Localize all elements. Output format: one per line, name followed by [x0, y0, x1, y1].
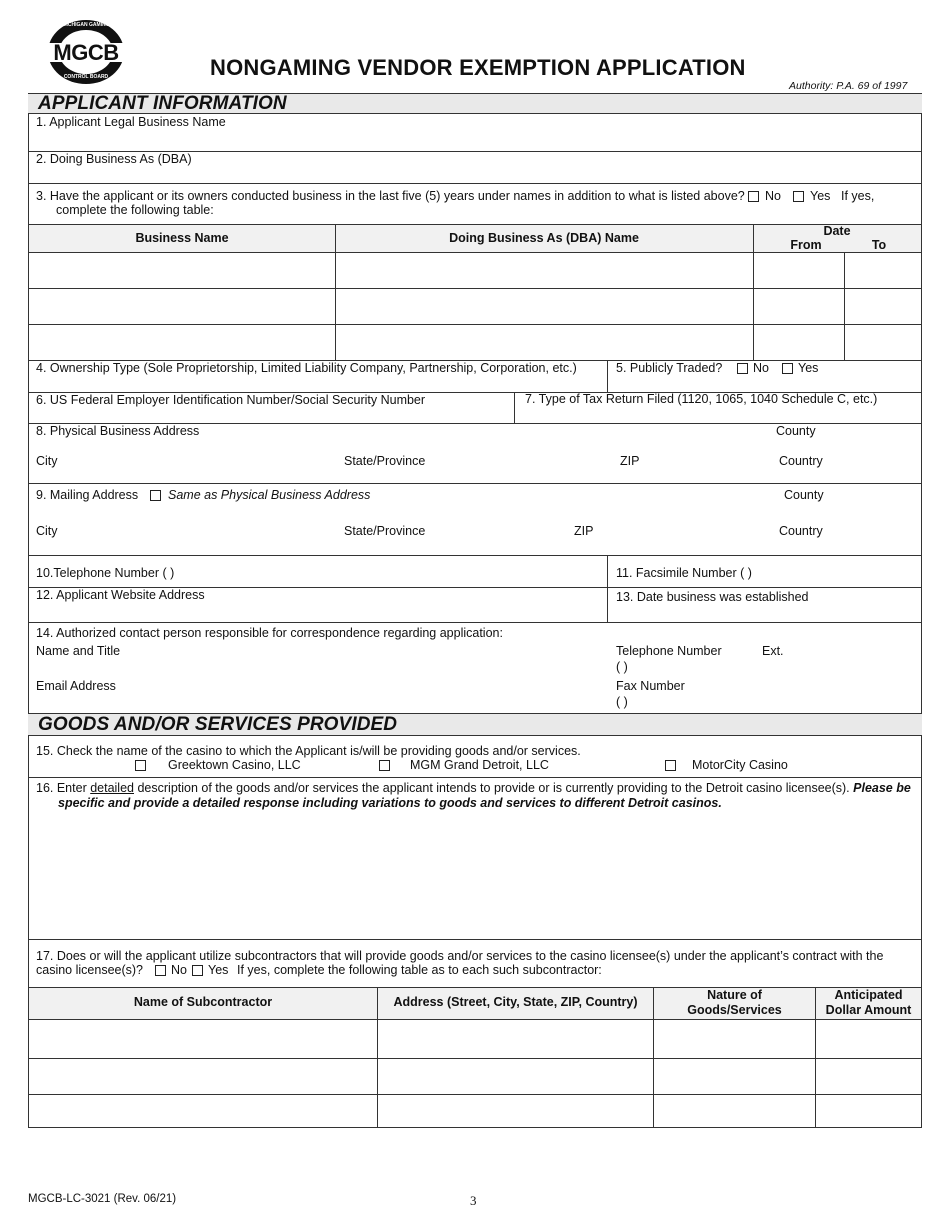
q3-no-label: No — [765, 189, 781, 203]
q5-no-label: No — [753, 361, 769, 375]
legal-business-name-field[interactable] — [29, 130, 921, 151]
motorcity-checkbox[interactable] — [665, 760, 676, 771]
q9-same-label: Same as Physical Business Address — [168, 488, 371, 502]
q7-label: 7. Type of Tax Return Filed (1120, 1065, 1040 Schedule C, etc.) — [525, 392, 878, 406]
table-row[interactable] — [29, 289, 921, 324]
mgm-label: MGM Grand Detroit, LLC — [410, 758, 549, 772]
q14-label: 14. Authorized contact person responsible for correspondence regarding application: — [36, 626, 503, 640]
q5-yes-checkbox[interactable] — [782, 363, 793, 374]
motorcity-label: MotorCity Casino — [692, 758, 788, 772]
contact-ext-label: Ext. — [762, 644, 784, 658]
page-title: NONGAMING VENDOR EXEMPTION APPLICATION — [210, 55, 746, 80]
col-business-name: Business Name — [135, 231, 229, 245]
q4-label: 4. Ownership Type (Sole Proprietorship, Limited Liability Company, Partnership, Corporation, etc.) — [36, 361, 577, 375]
q16-detailed: detailed — [90, 781, 134, 795]
mgcb-logo — [44, 18, 128, 86]
q17-no-label: No — [171, 963, 187, 977]
col-nature-line2: Goods/Services — [687, 1003, 782, 1017]
col-amount-line2: Dollar Amount — [825, 1003, 912, 1017]
col-date: Date — [823, 224, 851, 238]
greektown-checkbox[interactable] — [135, 760, 146, 771]
logo-ring-top-text: MICHIGAN GAMING — [62, 22, 110, 28]
q17-no-checkbox[interactable] — [155, 965, 166, 976]
q3-yes-label: Yes — [810, 189, 831, 203]
q9-label: 9. Mailing Address — [36, 488, 139, 502]
q8-zip-label: ZIP — [620, 454, 640, 468]
q9-country-label: Country — [779, 524, 823, 538]
col-date-to: To — [871, 238, 887, 252]
q17-label: 17. Does or will the applicant utilize subcontractors that will provide goods and/or services to the casino licensee(s) under the applicant’s contract with the — [36, 949, 884, 963]
q9-state-label: State/Province — [344, 524, 426, 538]
col-subcontractor-address: Address (Street, City, State, ZIP, Country) — [393, 995, 638, 1009]
q3-label: 3. Have the applicant or its owners conducted business in the last five (5) years under names in addition to what is listed above? — [36, 189, 745, 203]
q1-label: 1. Applicant Legal Business Name — [36, 115, 226, 129]
q6-label: 6. US Federal Employer Identification Number/Social Security Number — [36, 393, 426, 407]
q9-zip-label: ZIP — [574, 524, 594, 538]
q11-label: 11. Facsimile Number ( ) — [616, 566, 752, 580]
q17-label-continued: casino licensee(s)? — [36, 963, 143, 977]
q5-yes-label: Yes — [798, 361, 819, 375]
table-row[interactable] — [29, 253, 921, 288]
mgm-checkbox[interactable] — [379, 760, 390, 771]
contact-fax-label: Fax Number — [616, 679, 685, 693]
greektown-label: Greektown Casino, LLC — [168, 758, 301, 772]
logo-text: MGCB — [53, 40, 119, 65]
authority-note: Authority: P.A. 69 of 1997 — [789, 80, 908, 92]
q5-label: 5. Publicly Traded? — [616, 361, 723, 375]
q3-no-checkbox[interactable] — [748, 191, 759, 202]
q9-county-label: County — [784, 488, 824, 502]
q17-yes-checkbox[interactable] — [192, 965, 203, 976]
q9-city-label: City — [36, 524, 58, 538]
col-nature-line1: Nature of — [707, 988, 762, 1002]
contact-telephone-label: Telephone Number — [616, 644, 722, 658]
dba-field[interactable] — [29, 167, 921, 183]
q13-label: 13. Date business was established — [616, 590, 809, 604]
col-date-from: From — [790, 238, 822, 252]
q16-emphasis: Please be — [853, 781, 911, 795]
q2-label: 2. Doing Business As (DBA) — [36, 152, 192, 166]
table-row[interactable] — [29, 1020, 921, 1058]
q16-label — [36, 781, 911, 795]
q8-state-label: State/Province — [344, 454, 426, 468]
q9-same-checkbox[interactable] — [150, 490, 161, 501]
q12-label: 12. Applicant Website Address — [36, 588, 205, 602]
col-dba-name: Doing Business As (DBA) Name — [449, 231, 639, 245]
contact-name-title-label: Name and Title — [36, 644, 121, 658]
q10-label: 10.Telephone Number ( ) — [36, 566, 175, 580]
contact-email-label: Email Address — [36, 679, 116, 693]
q5-no-checkbox[interactable] — [737, 363, 748, 374]
table-row[interactable] — [29, 1095, 921, 1127]
page-number: 3 — [470, 1193, 477, 1208]
q16-rest: description of the goods and/or services the applicant intends to provide or is currently providing to the Detroit casino licensee(s). — [134, 781, 850, 795]
q3-label-continued: complete the following table: — [56, 203, 214, 217]
section-title-applicant: APPLICANT INFORMATION — [38, 93, 287, 114]
contact-fax-paren: ( ) — [616, 695, 628, 709]
q15-label: 15. Check the name of the casino to which the Applicant is/will be providing goods and/or services. — [36, 744, 581, 758]
section-title-goods: GOODS AND/OR SERVICES PROVIDED — [38, 714, 398, 735]
col-subcontractor-name: Name of Subcontractor — [133, 995, 273, 1009]
q3-yes-checkbox[interactable] — [793, 191, 804, 202]
q8-county-label: County — [776, 424, 816, 438]
q16-prefix: 16. Enter — [36, 781, 91, 795]
table-row[interactable] — [29, 325, 921, 360]
form-id: MGCB-LC-3021 (Rev. 06/21) — [28, 1193, 177, 1205]
q17-if-yes-label: If yes, complete the following table as to each such subcontractor: — [237, 963, 602, 977]
q16-emphasis-continued: specific and provide a detailed response including variations to goods and services to different Detroit casinos. — [58, 796, 722, 810]
q8-country-label: Country — [779, 454, 823, 468]
q17-yes-label: Yes — [208, 963, 229, 977]
q8-label: 8. Physical Business Address — [36, 424, 200, 438]
q8-city-label: City — [36, 454, 58, 468]
logo-ring-bottom-text: CONTROL BOARD — [63, 74, 109, 80]
q3-if-yes-label: If yes, — [841, 189, 875, 203]
col-amount-line1: Anticipated — [834, 988, 903, 1002]
contact-telephone-paren: ( ) — [616, 660, 628, 674]
table-row[interactable] — [29, 1059, 921, 1094]
goods-description-field[interactable] — [29, 812, 921, 938]
